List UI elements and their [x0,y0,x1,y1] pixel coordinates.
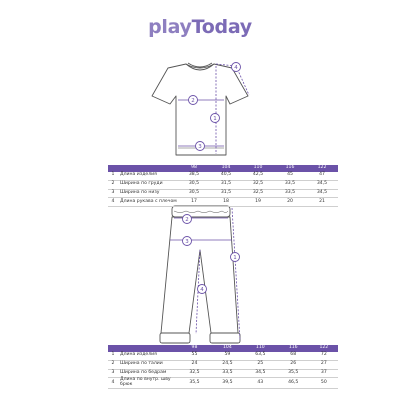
size-value: 50 [310,378,338,389]
row-number: 2 [108,360,118,369]
row-number: 2 [108,180,118,189]
table-row [108,360,338,369]
row-number: 1 [108,172,118,180]
size-value: 32,5 [178,369,211,378]
size-value: 30,5 [178,180,210,189]
tshirt-marker-1-label: 1 [213,116,217,123]
size-value: 24,5 [211,360,244,369]
row-label: Длина изделия [118,172,178,180]
size-header: 98 [178,345,211,352]
size-value: 39,5 [211,378,244,389]
size-value: 38,5 [178,172,210,180]
tshirt-marker-4 [232,63,241,72]
size-value: 37 [310,369,338,378]
pants-marker-3 [183,237,192,246]
size-value: 72 [310,352,338,360]
size-header: 104 [210,165,242,172]
size-value: 43 [244,378,277,389]
size-value: 19 [242,198,274,207]
size-value: 63,5 [244,352,277,360]
row-number: 3 [108,189,118,198]
size-value: 32,5 [242,180,274,189]
row-label: Ширина по бедрам [118,369,178,378]
row-label: Ширина по низу [118,189,178,198]
header-blank-num [108,165,118,172]
table-row [108,352,338,360]
pants-marker-3-label: 3 [185,239,189,246]
size-value: 46,5 [277,378,310,389]
tshirt-marker-4-label: 4 [234,65,238,72]
tshirt-marker-3 [196,142,205,151]
brand-today: Today [191,16,252,38]
size-value: 35,5 [178,378,211,389]
size-value: 30,5 [178,189,210,198]
size-value: 21 [306,198,338,207]
size-value: 33,5 [274,189,306,198]
pants-marker-1 [231,253,240,262]
table-row [108,172,338,180]
size-value: 33,5 [211,369,244,378]
row-label: Длина рукава с плечом [118,198,178,207]
size-value: 45 [274,172,306,180]
size-value: 31,5 [210,180,242,189]
row-label: Ширина по талии [118,360,178,369]
header-blank-label [118,165,178,172]
table-row [108,180,338,189]
header-blank-label [118,345,178,352]
header-blank-num [108,345,118,352]
table-row [108,189,338,198]
size-value: 20 [274,198,306,207]
tshirt-size-table [108,165,338,207]
size-header: 98 [178,165,210,172]
size-header: 116 [274,165,306,172]
size-value: 27 [310,360,338,369]
size-header: 122 [306,165,338,172]
size-value: 59 [211,352,244,360]
pants-table-header [108,345,338,352]
tshirt-marker-2-label: 2 [191,98,195,105]
pants-size-table [108,345,338,389]
row-number: 1 [108,352,118,360]
size-value: 18 [210,198,242,207]
pants-marker-2 [183,215,192,224]
size-value: 17 [178,198,210,207]
size-value: 55 [178,352,211,360]
row-label: Длина изделия [118,352,178,360]
size-value: 34,5 [306,189,338,198]
row-number: 3 [108,369,118,378]
size-header: 110 [244,345,277,352]
row-label: Ширина по груди [118,180,178,189]
size-value: 34,5 [306,180,338,189]
pants-marker-4 [198,285,207,294]
size-value: 47 [306,172,338,180]
size-value: 40,5 [210,172,242,180]
row-label: Длина по внутр. шву брюк [118,378,178,389]
pants-marker-2-label: 2 [185,217,189,224]
tshirt-marker-3-label: 3 [198,144,202,151]
table-row [108,198,338,207]
pants-marker-1-label: 1 [233,255,237,262]
row-number: 4 [108,198,118,207]
size-value: 31,5 [210,189,242,198]
size-header: 116 [277,345,310,352]
brand-play: play [148,16,192,38]
size-header: 104 [211,345,244,352]
size-value: 25 [244,360,277,369]
row-number: 4 [108,378,118,389]
table-row [108,378,338,389]
size-value: 68 [277,352,310,360]
tshirt-marker-1 [211,114,220,123]
size-value: 24 [178,360,211,369]
size-value: 35,5 [277,369,310,378]
pants-marker-4-label: 4 [200,287,204,294]
size-value: 33,5 [274,180,306,189]
size-value: 42,5 [242,172,274,180]
tshirt-marker-2 [189,96,198,105]
size-header: 122 [310,345,338,352]
size-value: 32,5 [242,189,274,198]
size-header: 110 [242,165,274,172]
tshirt-table-header [108,165,338,172]
size-value: 26 [277,360,310,369]
size-value: 34,5 [244,369,277,378]
